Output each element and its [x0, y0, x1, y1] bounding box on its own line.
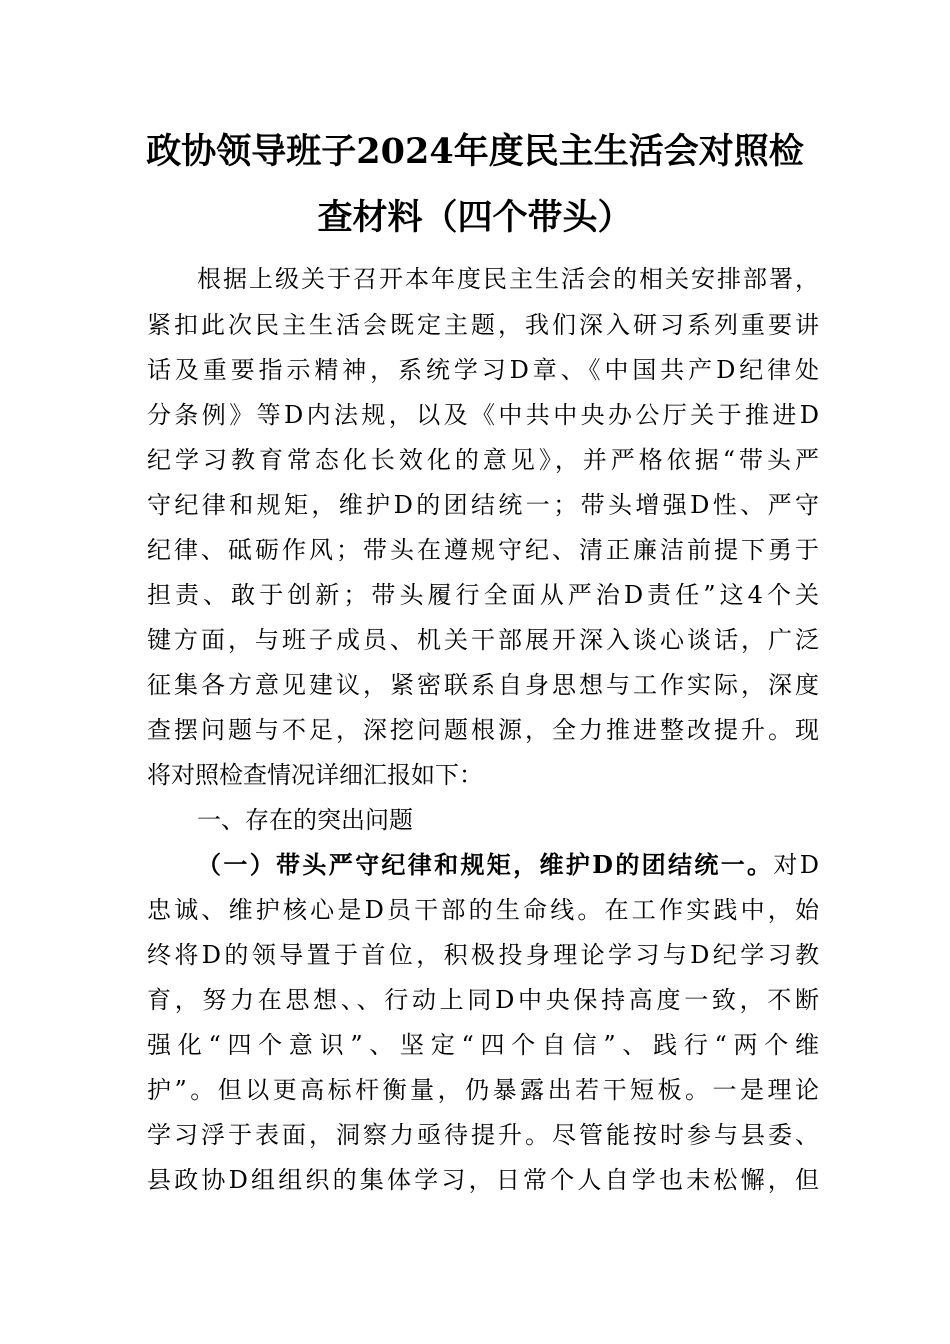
intro-paragraph-line: 征集各方意见建议，紧密联系自身思想与工作实际，深度 — [147, 671, 819, 699]
subsection-paragraph-line: 终将D的领导置于首位，积极投身理论学习与D纪学习教 — [147, 941, 819, 969]
subsection-paragraph-line: 育，努力在思想、、行动上同D中央保持高度一致，不断 — [147, 986, 819, 1014]
subsection-title: （一）带头严守纪律和规矩，维护D的团结统一。 — [197, 850, 774, 879]
subsection-paragraph-line: 强化“四个意识”、坚定“四个自信”、践行“两个维 — [147, 1031, 819, 1059]
intro-paragraph-line: 担责、敢于创新；带头履行全面从严治D责任”这4个关 — [147, 581, 819, 609]
document-title-line-2: 查材料（四个带头） — [317, 197, 633, 238]
intro-paragraph-line: 守纪律和规矩，维护D的团结统一；带头增强D性、严守 — [147, 491, 819, 519]
subsection-first-line-rest: 对D — [773, 851, 819, 879]
subsection-paragraph-line: 学习浮于表面，洞察力亟待提升。尽管能按时参与县委、 — [147, 1121, 819, 1149]
intro-paragraph-line: 分条例》等D内法规，以及《中共中央办公厅关于推进D — [147, 401, 819, 429]
section-heading: 一、存在的突出问题 — [197, 806, 413, 834]
subsection-paragraph-line: 县政协D组组织的集体学习，日常个人自学也未松懈，但 — [147, 1166, 819, 1194]
intro-paragraph-line: 将对照检查情况详细汇报如下： — [147, 761, 483, 789]
intro-paragraph-line: 纪律、砥砺作风；带头在遵规守纪、清正廉洁前提下勇于 — [147, 536, 819, 564]
intro-paragraph-line: 根据上级关于召开本年度民主生活会的相关安排部署， — [197, 265, 819, 293]
intro-paragraph-line: 话及重要指示精神，系统学习D章、《中国共产D纪律处 — [147, 356, 819, 384]
intro-paragraph-line: 查摆问题与不足，深挖问题根源，全力推进整改提升。现 — [147, 716, 819, 744]
intro-paragraph-line: 纪学习教育常态化长效化的意见》，并严格依据“带头严 — [147, 446, 819, 474]
intro-paragraph-line: 紧扣此次民主生活会既定主题，我们深入研习系列重要讲 — [147, 311, 819, 339]
subsection-paragraph-line: 忠诚、维护核心是D员干部的生命线。在工作实践中，始 — [147, 896, 819, 924]
document-title-line-1: 政协领导班子2024年度民主生活会对照检 — [146, 131, 804, 172]
subsection-first-line — [197, 847, 819, 883]
subsection-paragraph-line: 护”。但以更高标杆衡量，仍暴露出若干短板。一是理论 — [147, 1076, 819, 1104]
intro-paragraph-line: 键方面，与班子成员、机关干部展开深入谈心谈话，广泛 — [147, 626, 819, 654]
